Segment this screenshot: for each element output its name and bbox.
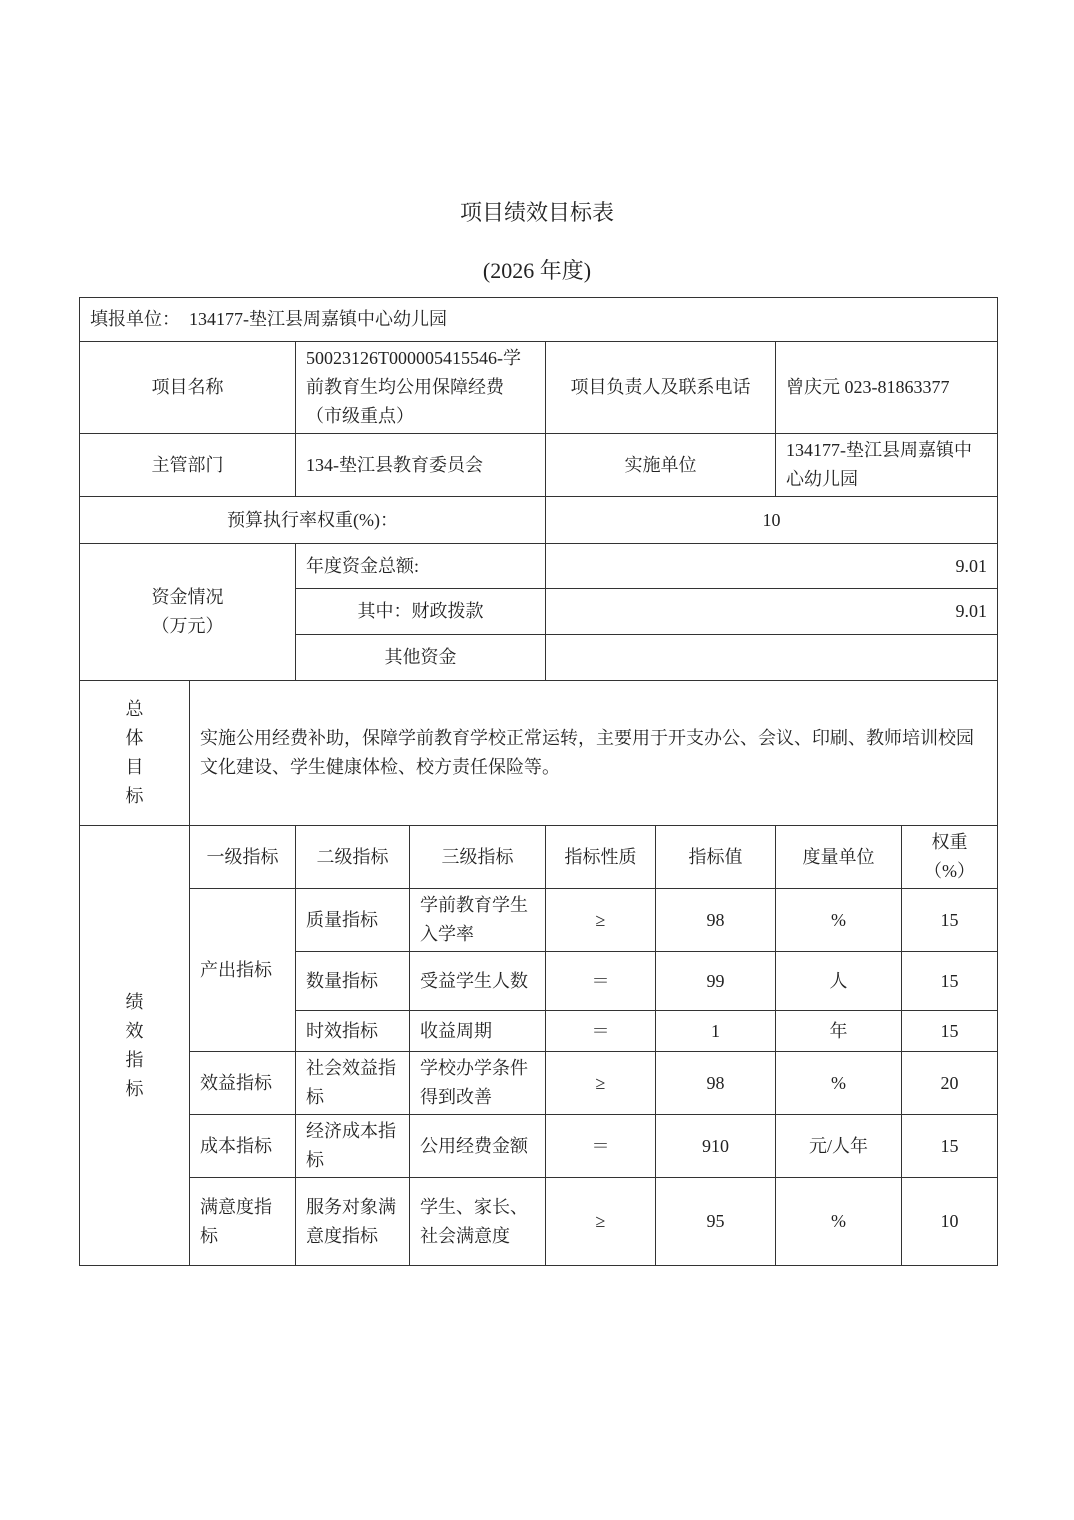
goal-text: 实施公用经费补助，保障学前教育学校正常运转，主要用于开支办公、会议、印刷、教师培训校园文化建设、学生健康体检、校方责任保险等。 (190, 681, 998, 826)
l1-cell: 满意度指标 (190, 1178, 296, 1266)
l1-cell: 效益指标 (190, 1052, 296, 1115)
contact: 曾庆元 023-81863377 (776, 342, 998, 434)
performance-goal-table (79, 297, 998, 1266)
other-label: 其他资金 (296, 635, 546, 681)
goal-label-char: 标 (125, 786, 144, 806)
goal-label-char: 目 (125, 757, 144, 777)
filing-unit: 填报单位： 134177-垫江县周嘉镇中心幼儿园 (80, 298, 998, 342)
goal-label (80, 681, 190, 826)
nature-cell: ＝ (546, 1115, 656, 1178)
l3-cell: 学校办学条件得到改善 (410, 1052, 546, 1115)
budget-weight: 10 (546, 497, 998, 544)
nature-cell: ≥ (546, 889, 656, 952)
table-row (80, 1178, 998, 1266)
funds-unit: （万元） (151, 616, 224, 636)
perf-label (80, 826, 190, 1266)
annual-total-label: 年度资金总额: (296, 544, 546, 589)
goal-label-char: 总 (125, 699, 144, 719)
weight-cell: 20 (902, 1052, 998, 1115)
nature-cell: ≥ (546, 1178, 656, 1266)
weight-cell: 15 (902, 889, 998, 952)
unit-cell: % (776, 1052, 902, 1115)
perf-label-char: 效 (125, 1020, 144, 1041)
project-name: 50023126T000005415546-学前教育生均公用保障经费（市级重点） (296, 342, 546, 434)
l1-cell: 成本指标 (190, 1115, 296, 1178)
perf-label-char: 绩 (125, 991, 144, 1012)
perf-label-char: 指 (125, 1049, 144, 1070)
table-row (80, 1052, 998, 1115)
l3-cell: 受益学生人数 (410, 952, 546, 1011)
weight-cell: 15 (902, 1011, 998, 1052)
perf-label-char: 标 (125, 1078, 144, 1099)
header-cell: 度量单位 (776, 826, 902, 889)
value-cell: 98 (656, 1052, 776, 1115)
table-row (80, 889, 998, 952)
nature-cell: ≥ (546, 1052, 656, 1115)
header-cell: 指标值 (656, 826, 776, 889)
impl-unit: 134177-垫江县周嘉镇中心幼儿园 (776, 434, 998, 497)
goal-label-char: 体 (125, 728, 144, 748)
table-row (80, 1115, 998, 1178)
header-cell: 三级指标 (410, 826, 546, 889)
value-cell: 1 (656, 1011, 776, 1052)
l3-cell: 收益周期 (410, 1011, 546, 1052)
l3-cell: 学生、家长、社会满意度 (410, 1178, 546, 1266)
header-cell: 权重（%） (902, 826, 998, 889)
annual-total: 9.01 (546, 544, 998, 589)
contact-label: 项目负责人及联系电话 (546, 342, 776, 434)
funds-label: 资金情况 (151, 587, 224, 607)
value-cell: 99 (656, 952, 776, 1011)
header-cell: 指标性质 (546, 826, 656, 889)
unit-cell: 年 (776, 1011, 902, 1052)
weight-cell: 15 (902, 952, 998, 1011)
dept-label: 主管部门 (80, 434, 296, 497)
l3-cell: 公用经费金额 (410, 1115, 546, 1178)
unit-cell: % (776, 1178, 902, 1266)
weight-cell: 15 (902, 1115, 998, 1178)
nature-cell: ＝ (546, 952, 656, 1011)
l2-cell: 社会效益指标 (296, 1052, 410, 1115)
fiscal-label: 其中：财政拨款 (296, 589, 546, 635)
l1-cell: 产出指标 (190, 889, 296, 1052)
l2-cell: 质量指标 (296, 889, 410, 952)
header-cell: 一级指标 (190, 826, 296, 889)
l2-cell: 服务对象满意度指标 (296, 1178, 410, 1266)
unit-cell: 人 (776, 952, 902, 1011)
l2-cell: 时效指标 (296, 1011, 410, 1052)
budget-weight-label: 预算执行率权重(%)： (80, 497, 546, 544)
value-cell: 910 (656, 1115, 776, 1178)
dept: 134-垫江县教育委员会 (296, 434, 546, 497)
impl-label: 实施单位 (546, 434, 776, 497)
nature-cell: ＝ (546, 1011, 656, 1052)
value-cell: 98 (656, 889, 776, 952)
page-title: 项目绩效目标表 (459, 200, 614, 225)
other (546, 635, 998, 681)
unit-cell: 元/人年 (776, 1115, 902, 1178)
funds-label-cell (80, 544, 296, 681)
l3-cell: 学前教育学生入学率 (410, 889, 546, 952)
unit-cell: % (776, 889, 902, 952)
project-name-label: 项目名称 (80, 342, 296, 434)
header-cell: 二级指标 (296, 826, 410, 889)
l2-cell: 经济成本指标 (296, 1115, 410, 1178)
weight-cell: 10 (902, 1178, 998, 1266)
fiscal: 9.01 (546, 589, 998, 635)
value-cell: 95 (656, 1178, 776, 1266)
page-subtitle: (2026 年度) (482, 258, 592, 283)
l2-cell: 数量指标 (296, 952, 410, 1011)
